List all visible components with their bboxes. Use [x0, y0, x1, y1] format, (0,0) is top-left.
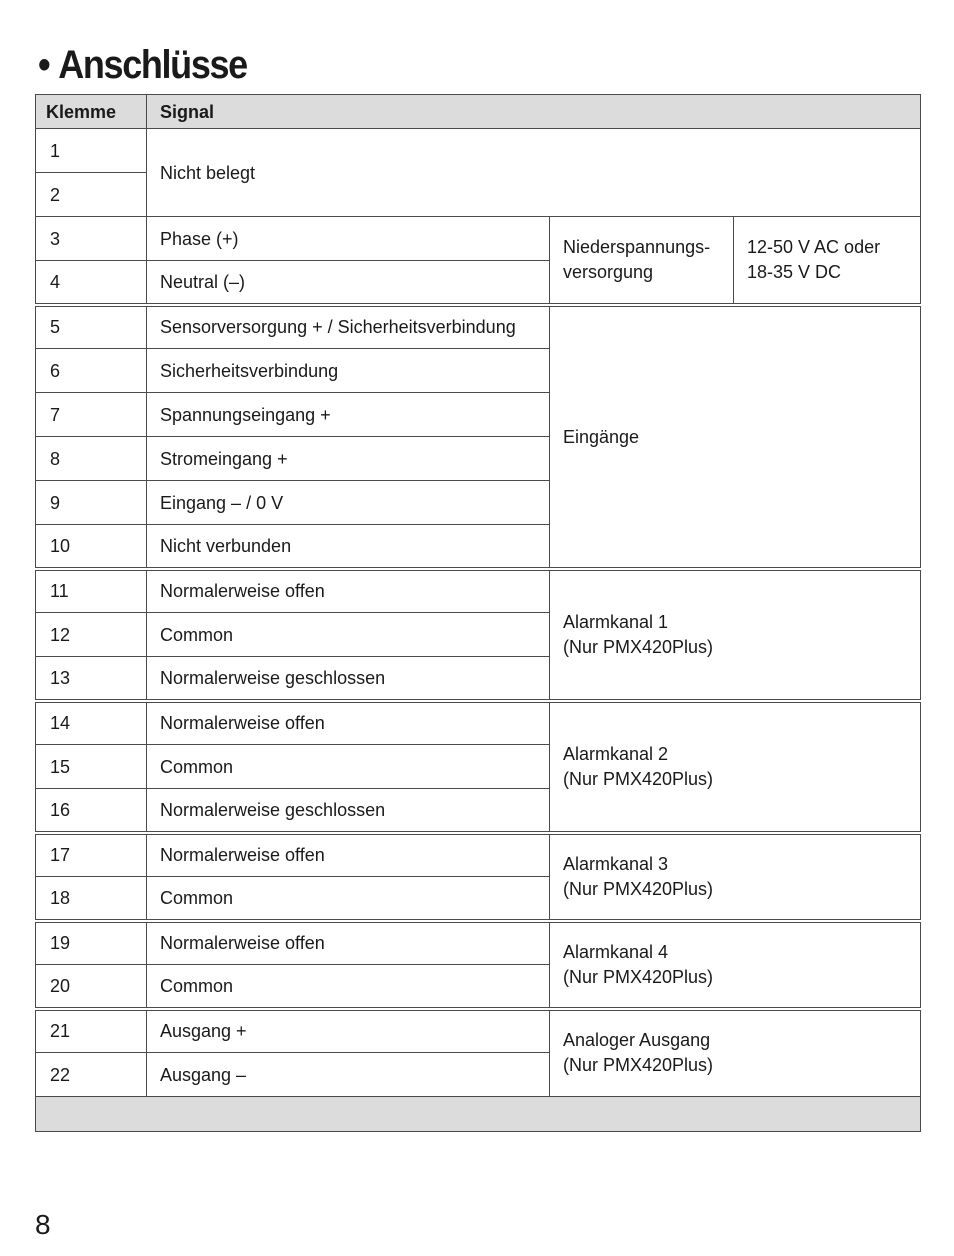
power-spec-line: 12-50 V AC oder: [747, 237, 881, 257]
terminal-number: 14: [36, 701, 147, 745]
signal-cell: Common: [147, 877, 550, 921]
page-title: [38, 40, 247, 90]
terminal-number: 9: [36, 481, 147, 525]
table-row: [36, 569, 921, 613]
table-row: [36, 305, 921, 349]
group-label-line: Niederspannungs-: [563, 237, 711, 257]
table-row: [36, 833, 921, 877]
group-label-line: (Nur PMX420Plus): [563, 768, 714, 789]
signal-cell: Normalerweise offen: [147, 833, 550, 877]
terminal-number: 18: [36, 877, 147, 921]
table-row: [36, 921, 921, 965]
signal-cell: Sensorversorgung + / Sicherheitsverbindung: [147, 305, 550, 349]
signal-cell: Normalerweise offen: [147, 569, 550, 613]
group-label-line: Analoger Ausgang: [563, 1030, 711, 1051]
group-label-line: (Nur PMX420Plus): [563, 966, 714, 987]
signal-cell: Nicht verbunden: [147, 525, 550, 569]
group-label-line: Alarmkanal 1: [563, 611, 669, 632]
power-spec-line: 18-35 V DC: [747, 262, 842, 282]
terminal-number: 12: [36, 613, 147, 657]
terminal-number: 20: [36, 965, 147, 1009]
terminal-number: 2: [36, 173, 147, 217]
signal-cell: Neutral (–): [147, 261, 550, 305]
signal-cell: Common: [147, 965, 550, 1009]
signal-cell: Ausgang –: [147, 1053, 550, 1097]
terminal-number: 5: [36, 305, 147, 349]
table-row: [36, 217, 921, 261]
terminal-number: 22: [36, 1053, 147, 1097]
signal-cell: Phase (+): [147, 217, 550, 261]
signal-cell: Eingang – / 0 V: [147, 481, 550, 525]
terminal-number: 11: [36, 569, 147, 613]
group-label-line: Alarmkanal 2: [563, 743, 669, 764]
terminal-number: 7: [36, 393, 147, 437]
table-row: [36, 1009, 921, 1053]
terminal-number: 4: [36, 261, 147, 305]
group-alarm-2: [550, 701, 921, 833]
group-label-line: (Nur PMX420Plus): [563, 636, 714, 657]
table-row: [36, 129, 921, 173]
group-nicht-belegt: Nicht belegt: [147, 129, 921, 217]
group-label-line: Alarmkanal 4: [563, 941, 669, 962]
terminal-number: 10: [36, 525, 147, 569]
signal-cell: Ausgang +: [147, 1009, 550, 1053]
signal-cell: Normalerweise offen: [147, 701, 550, 745]
terminal-number: 17: [36, 833, 147, 877]
group-label-line: (Nur PMX420Plus): [563, 1055, 714, 1076]
header-signal: Signal: [147, 95, 921, 129]
group-alarm-4: [550, 921, 921, 1009]
table-footer-row: [36, 1097, 921, 1132]
terminal-number: 6: [36, 349, 147, 393]
terminal-number: 13: [36, 657, 147, 701]
terminal-number: 21: [36, 1009, 147, 1053]
group-label-line: versorgung: [563, 262, 654, 282]
terminal-number: 1: [36, 129, 147, 173]
signal-cell: Common: [147, 745, 550, 789]
title-bullet: •: [38, 43, 50, 87]
signal-cell: Normalerweise geschlossen: [147, 789, 550, 833]
signal-cell: Normalerweise offen: [147, 921, 550, 965]
signal-cell: Common: [147, 613, 550, 657]
group-alarm-3: [550, 833, 921, 921]
connections-table: [35, 94, 921, 1132]
terminal-number: 15: [36, 745, 147, 789]
group-inputs: Eingänge: [550, 305, 921, 569]
table-header-row: [36, 95, 921, 129]
group-label-line: (Nur PMX420Plus): [563, 878, 714, 899]
power-spec: [734, 217, 921, 305]
group-analog-output: [550, 1009, 921, 1097]
header-klemme: Klemme: [36, 95, 147, 129]
terminal-number: 19: [36, 921, 147, 965]
table-row: [36, 701, 921, 745]
group-label-line: Alarmkanal 3: [563, 853, 669, 874]
group-power-supply: [550, 217, 734, 305]
signal-cell: Stromeingang +: [147, 437, 550, 481]
terminal-number: 8: [36, 437, 147, 481]
title-text: Anschlüsse: [58, 43, 247, 87]
terminal-number: 16: [36, 789, 147, 833]
table-footer-bar: [36, 1097, 921, 1132]
terminal-number: 3: [36, 217, 147, 261]
group-alarm-1: [550, 569, 921, 701]
page-number: 8: [35, 1209, 51, 1240]
signal-cell: Normalerweise geschlossen: [147, 657, 550, 701]
signal-cell: Spannungseingang +: [147, 393, 550, 437]
signal-cell: Sicherheitsverbindung: [147, 349, 550, 393]
